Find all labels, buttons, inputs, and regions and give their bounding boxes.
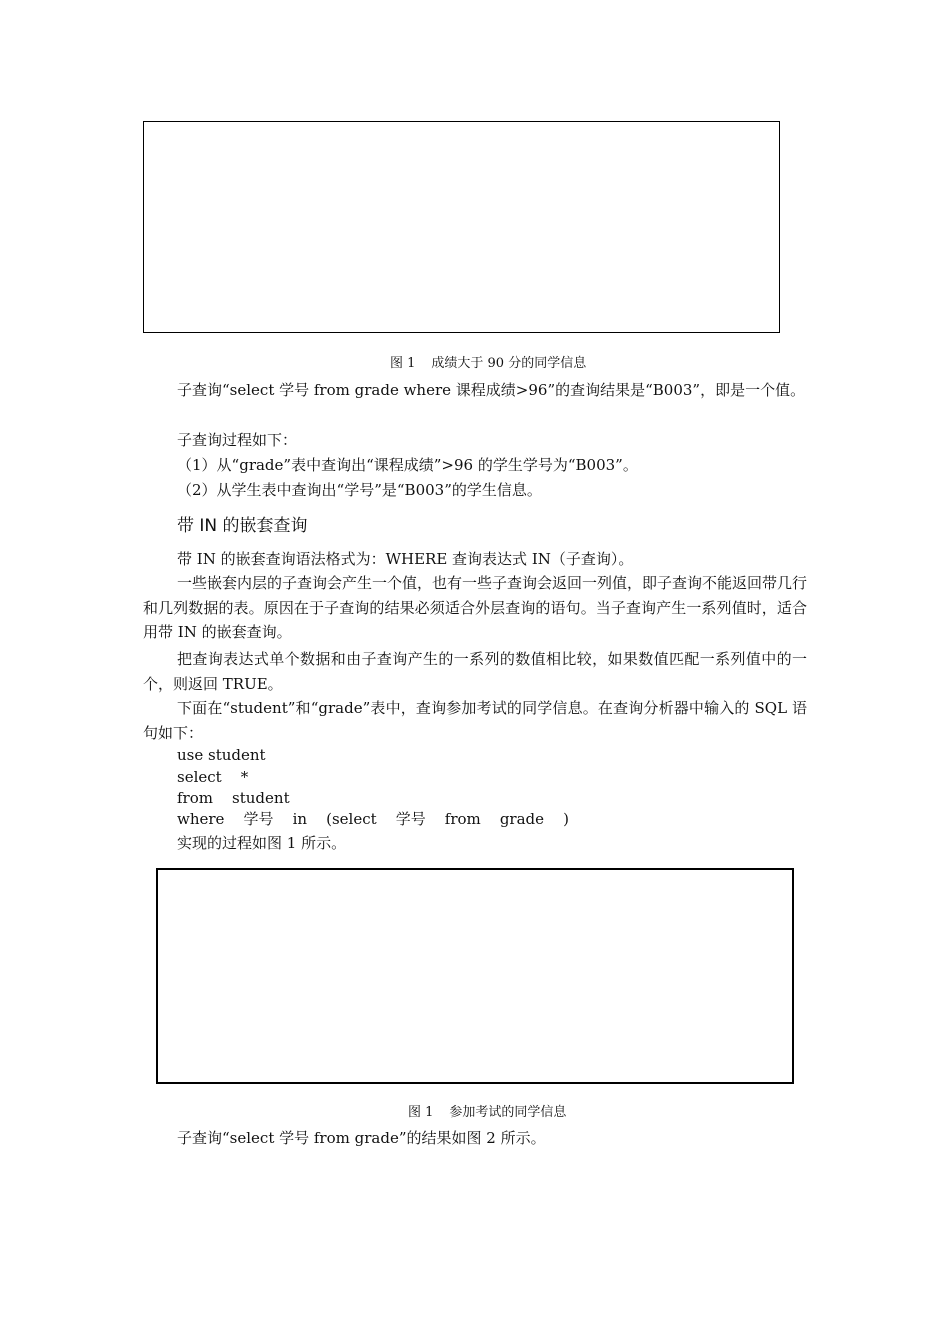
figure-2-image-frame bbox=[156, 868, 794, 1084]
example-intro-paragraph: 下面在“student”和“grade”表中，查询参加考试的同学信息。在查询分析器中输入的 SQL 语句如下： bbox=[143, 699, 807, 742]
subquery-result-paragraph: 子查询“select 学号 from grade where 课程成绩>96”的查询结果是“B003”，即是一个值。 bbox=[177, 381, 806, 399]
process-reference-text: 实现的过程如图 1 所示。 bbox=[177, 834, 347, 852]
sql-code-line-2: select * bbox=[177, 768, 249, 786]
sql-code-line-4: where 学号 in (select 学号 from grade ) bbox=[177, 810, 569, 828]
last-paragraph: 子查询“select 学号 from grade”的结果如图 2 所示。 bbox=[177, 1129, 546, 1147]
process-step-1: （1）从“grade”表中查询出“课程成绩”>96 的学生学号为“B003”。 bbox=[177, 456, 638, 474]
multi-values-paragraph: 一些嵌套内层的子查询会产生一个值，也有一些子查询会返回一列值，即子查询不能返回带几行和几列数据的表。原因在于子查询的结果必须适合外层查询的语句。当子查询产生一系列值时，适合用带 IN 的嵌套查询。 bbox=[143, 574, 808, 641]
figure-1-caption-number: 图 1 bbox=[390, 356, 416, 371]
process-step-2: （2）从学生表中查询出“学号”是“B003”的学生信息。 bbox=[177, 481, 542, 499]
process-intro-text: 子查询过程如下： bbox=[177, 431, 298, 449]
figure-1-caption bbox=[390, 352, 586, 371]
figure-1-caption-text: 成绩大于 90 分的同学信息 bbox=[431, 356, 587, 371]
figure-2-caption-text: 参加考试的同学信息 bbox=[449, 1105, 567, 1120]
figure-2-caption bbox=[408, 1101, 566, 1120]
sql-code-line-1: use student bbox=[177, 746, 266, 764]
figure-1-image-frame bbox=[143, 121, 780, 333]
compare-paragraph: 把查询表达式单个数据和由子查询产生的一系列的数值相比较，如果数值匹配一系列值中的一个，则返回 TRUE。 bbox=[143, 650, 807, 693]
figure-2-caption-number: 图 1 bbox=[408, 1105, 434, 1120]
syntax-line: 带 IN 的嵌套查询语法格式为：WHERE 查询表达式 IN（子查询）。 bbox=[177, 550, 634, 568]
section-heading: 带 IN 的嵌套查询 bbox=[177, 516, 308, 536]
sql-code-line-3: from student bbox=[177, 789, 290, 807]
